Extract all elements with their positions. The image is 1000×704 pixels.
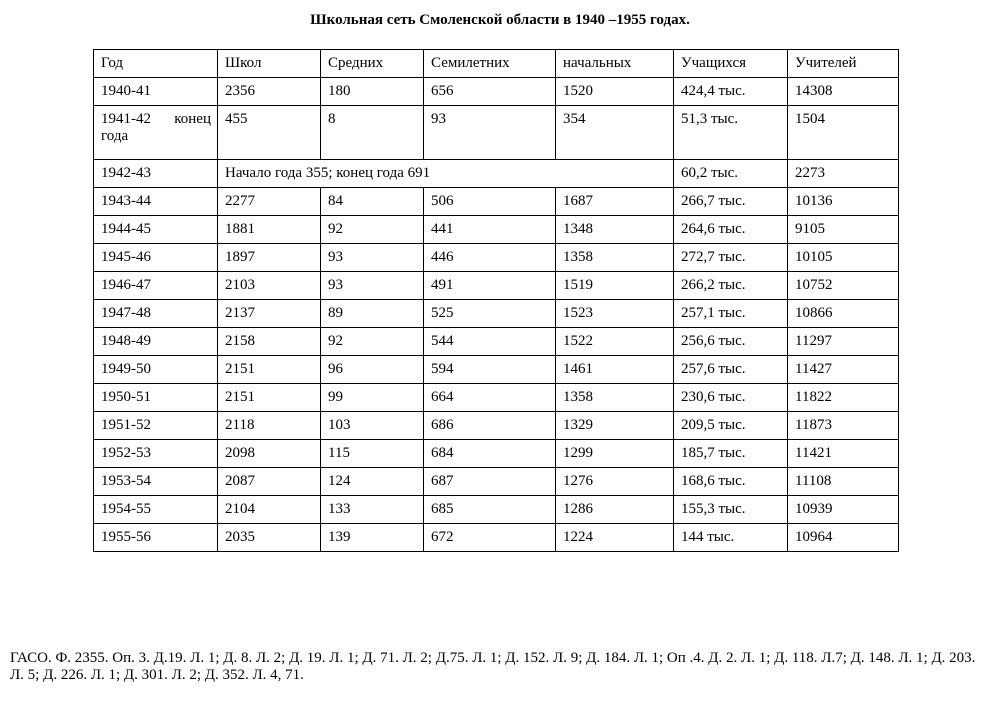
cell-year: 1950-51 <box>94 384 218 412</box>
cell-secondary: 8 <box>321 106 424 160</box>
school-network-table <box>93 49 899 552</box>
cell-primary: 1348 <box>556 216 674 244</box>
cell-primary: 1461 <box>556 356 674 384</box>
cell-seven-year: 687 <box>424 468 556 496</box>
cell-primary: 1687 <box>556 188 674 216</box>
cell-seven-year: 594 <box>424 356 556 384</box>
cell-year: 1946-47 <box>94 272 218 300</box>
cell-secondary: 84 <box>321 188 424 216</box>
cell-secondary: 89 <box>321 300 424 328</box>
cell-students: 144 тыс. <box>674 524 788 552</box>
cell-year: 1952-53 <box>94 440 218 468</box>
cell-secondary: 133 <box>321 496 424 524</box>
table-row <box>94 412 899 440</box>
cell-secondary: 139 <box>321 524 424 552</box>
table-header-row <box>94 50 899 78</box>
cell-secondary: 93 <box>321 244 424 272</box>
header-seven-year: Семилетних <box>424 50 556 78</box>
cell-schools: 2151 <box>218 384 321 412</box>
cell-primary: 1358 <box>556 244 674 272</box>
cell-secondary: 124 <box>321 468 424 496</box>
cell-seven-year: 685 <box>424 496 556 524</box>
table-row <box>94 188 899 216</box>
table-row <box>94 272 899 300</box>
cell-seven-year: 525 <box>424 300 556 328</box>
cell-teachers: 2273 <box>788 160 899 188</box>
cell-primary: 1224 <box>556 524 674 552</box>
cell-primary: 1358 <box>556 384 674 412</box>
cell-primary: 1520 <box>556 78 674 106</box>
cell-teachers: 10136 <box>788 188 899 216</box>
cell-teachers: 11427 <box>788 356 899 384</box>
cell-schools: 2118 <box>218 412 321 440</box>
cell-schools: 2158 <box>218 328 321 356</box>
cell-schools: 2356 <box>218 78 321 106</box>
cell-schools: 2098 <box>218 440 321 468</box>
cell-teachers: 11421 <box>788 440 899 468</box>
cell-teachers: 10939 <box>788 496 899 524</box>
cell-students: 230,6 тыс. <box>674 384 788 412</box>
cell-students: 424,4 тыс. <box>674 78 788 106</box>
table-row <box>94 356 899 384</box>
cell-students: 266,2 тыс. <box>674 272 788 300</box>
cell-teachers: 11297 <box>788 328 899 356</box>
cell-primary: 1523 <box>556 300 674 328</box>
cell-schools: 2103 <box>218 272 321 300</box>
cell-teachers: 10105 <box>788 244 899 272</box>
cell-year: 1945-46 <box>94 244 218 272</box>
cell-students: 257,6 тыс. <box>674 356 788 384</box>
cell-secondary: 96 <box>321 356 424 384</box>
table-row <box>94 106 899 160</box>
cell-students: 264,6 тыс. <box>674 216 788 244</box>
cell-primary: 1299 <box>556 440 674 468</box>
cell-seven-year: 684 <box>424 440 556 468</box>
cell-students: 257,1 тыс. <box>674 300 788 328</box>
cell-secondary: 103 <box>321 412 424 440</box>
cell-teachers: 11873 <box>788 412 899 440</box>
cell-teachers: 10752 <box>788 272 899 300</box>
cell-seven-year: 656 <box>424 78 556 106</box>
cell-teachers: 10866 <box>788 300 899 328</box>
cell-students: 168,6 тыс. <box>674 468 788 496</box>
table-row <box>94 216 899 244</box>
cell-students: 51,3 тыс. <box>674 106 788 160</box>
cell-teachers: 1504 <box>788 106 899 160</box>
cell-schools: 2087 <box>218 468 321 496</box>
cell-year <box>94 106 218 160</box>
year-note: конец <box>174 111 211 127</box>
year-value: 1941-42 <box>101 111 151 127</box>
cell-students: 256,6 тыс. <box>674 328 788 356</box>
cell-seven-year: 93 <box>424 106 556 160</box>
table-row <box>94 496 899 524</box>
table-row <box>94 468 899 496</box>
header-schools: Школ <box>218 50 321 78</box>
cell-seven-year: 441 <box>424 216 556 244</box>
cell-year: 1940-41 <box>94 78 218 106</box>
cell-teachers: 11822 <box>788 384 899 412</box>
source-citation: ГАСО. Ф. 2355. Оп. 3. Д.19. Л. 1; Д. 8. Л. 2; Д. 19. Л. 1; Д. 71. Л. 2; Д.75. Л. 1; Д. 152. Л. 9; Д. 184. Л. 1; Оп .4. Д. 2. Л. 1; Д. 118. Л.7; Д. 148. Л. 1; Д. 203. Л. 5; Д. 226. Л. 1; Д. 301. Л. 2; Д. 352. Л. 4, 71. <box>10 650 976 683</box>
cell-students: 155,3 тыс. <box>674 496 788 524</box>
cell-schools: 2277 <box>218 188 321 216</box>
cell-year: 1942-43 <box>94 160 218 188</box>
cell-year: 1948-49 <box>94 328 218 356</box>
cell-primary: 1522 <box>556 328 674 356</box>
cell-secondary: 99 <box>321 384 424 412</box>
cell-students: 272,7 тыс. <box>674 244 788 272</box>
cell-year: 1949-50 <box>94 356 218 384</box>
cell-secondary: 93 <box>321 272 424 300</box>
cell-primary: 1329 <box>556 412 674 440</box>
table-row <box>94 300 899 328</box>
cell-teachers: 11108 <box>788 468 899 496</box>
table-row <box>94 244 899 272</box>
header-secondary: Средних <box>321 50 424 78</box>
cell-students: 185,7 тыс. <box>674 440 788 468</box>
cell-primary: 1519 <box>556 272 674 300</box>
cell-seven-year: 672 <box>424 524 556 552</box>
cell-schools: 1881 <box>218 216 321 244</box>
table-row <box>94 524 899 552</box>
cell-teachers: 10964 <box>788 524 899 552</box>
header-students: Учащихся <box>674 50 788 78</box>
cell-schools: 455 <box>218 106 321 160</box>
table-row <box>94 384 899 412</box>
cell-seven-year: 664 <box>424 384 556 412</box>
cell-seven-year: 446 <box>424 244 556 272</box>
table-row <box>94 160 899 188</box>
cell-schools: 1897 <box>218 244 321 272</box>
cell-students: 209,5 тыс. <box>674 412 788 440</box>
cell-year: 1954-55 <box>94 496 218 524</box>
cell-primary: 354 <box>556 106 674 160</box>
year-line <box>101 111 211 128</box>
cell-schools: 2104 <box>218 496 321 524</box>
cell-secondary: 180 <box>321 78 424 106</box>
cell-year: 1943-44 <box>94 188 218 216</box>
cell-schools: 2151 <box>218 356 321 384</box>
cell-students: 266,7 тыс. <box>674 188 788 216</box>
table-row <box>94 328 899 356</box>
cell-schools: 2137 <box>218 300 321 328</box>
year-note-continued: года <box>101 128 129 144</box>
cell-teachers: 14308 <box>788 78 899 106</box>
header-year: Год <box>94 50 218 78</box>
document-title: Школьная сеть Смоленской области в 1940 –1955 годах. <box>310 12 690 28</box>
cell-primary: 1286 <box>556 496 674 524</box>
cell-year: 1947-48 <box>94 300 218 328</box>
cell-seven-year: 544 <box>424 328 556 356</box>
cell-teachers: 9105 <box>788 216 899 244</box>
cell-seven-year: 491 <box>424 272 556 300</box>
cell-schools: 2035 <box>218 524 321 552</box>
cell-year: 1951-52 <box>94 412 218 440</box>
cell-students: 60,2 тыс. <box>674 160 788 188</box>
cell-seven-year: 506 <box>424 188 556 216</box>
table-row <box>94 78 899 106</box>
table-row <box>94 440 899 468</box>
header-primary: начальных <box>556 50 674 78</box>
cell-merged-schools-note: Начало года 355; конец года 691 <box>218 160 674 188</box>
cell-year: 1953-54 <box>94 468 218 496</box>
cell-year: 1944-45 <box>94 216 218 244</box>
cell-year: 1955-56 <box>94 524 218 552</box>
cell-secondary: 92 <box>321 328 424 356</box>
cell-secondary: 92 <box>321 216 424 244</box>
header-teachers: Учителей <box>788 50 899 78</box>
cell-seven-year: 686 <box>424 412 556 440</box>
cell-primary: 1276 <box>556 468 674 496</box>
cell-secondary: 115 <box>321 440 424 468</box>
